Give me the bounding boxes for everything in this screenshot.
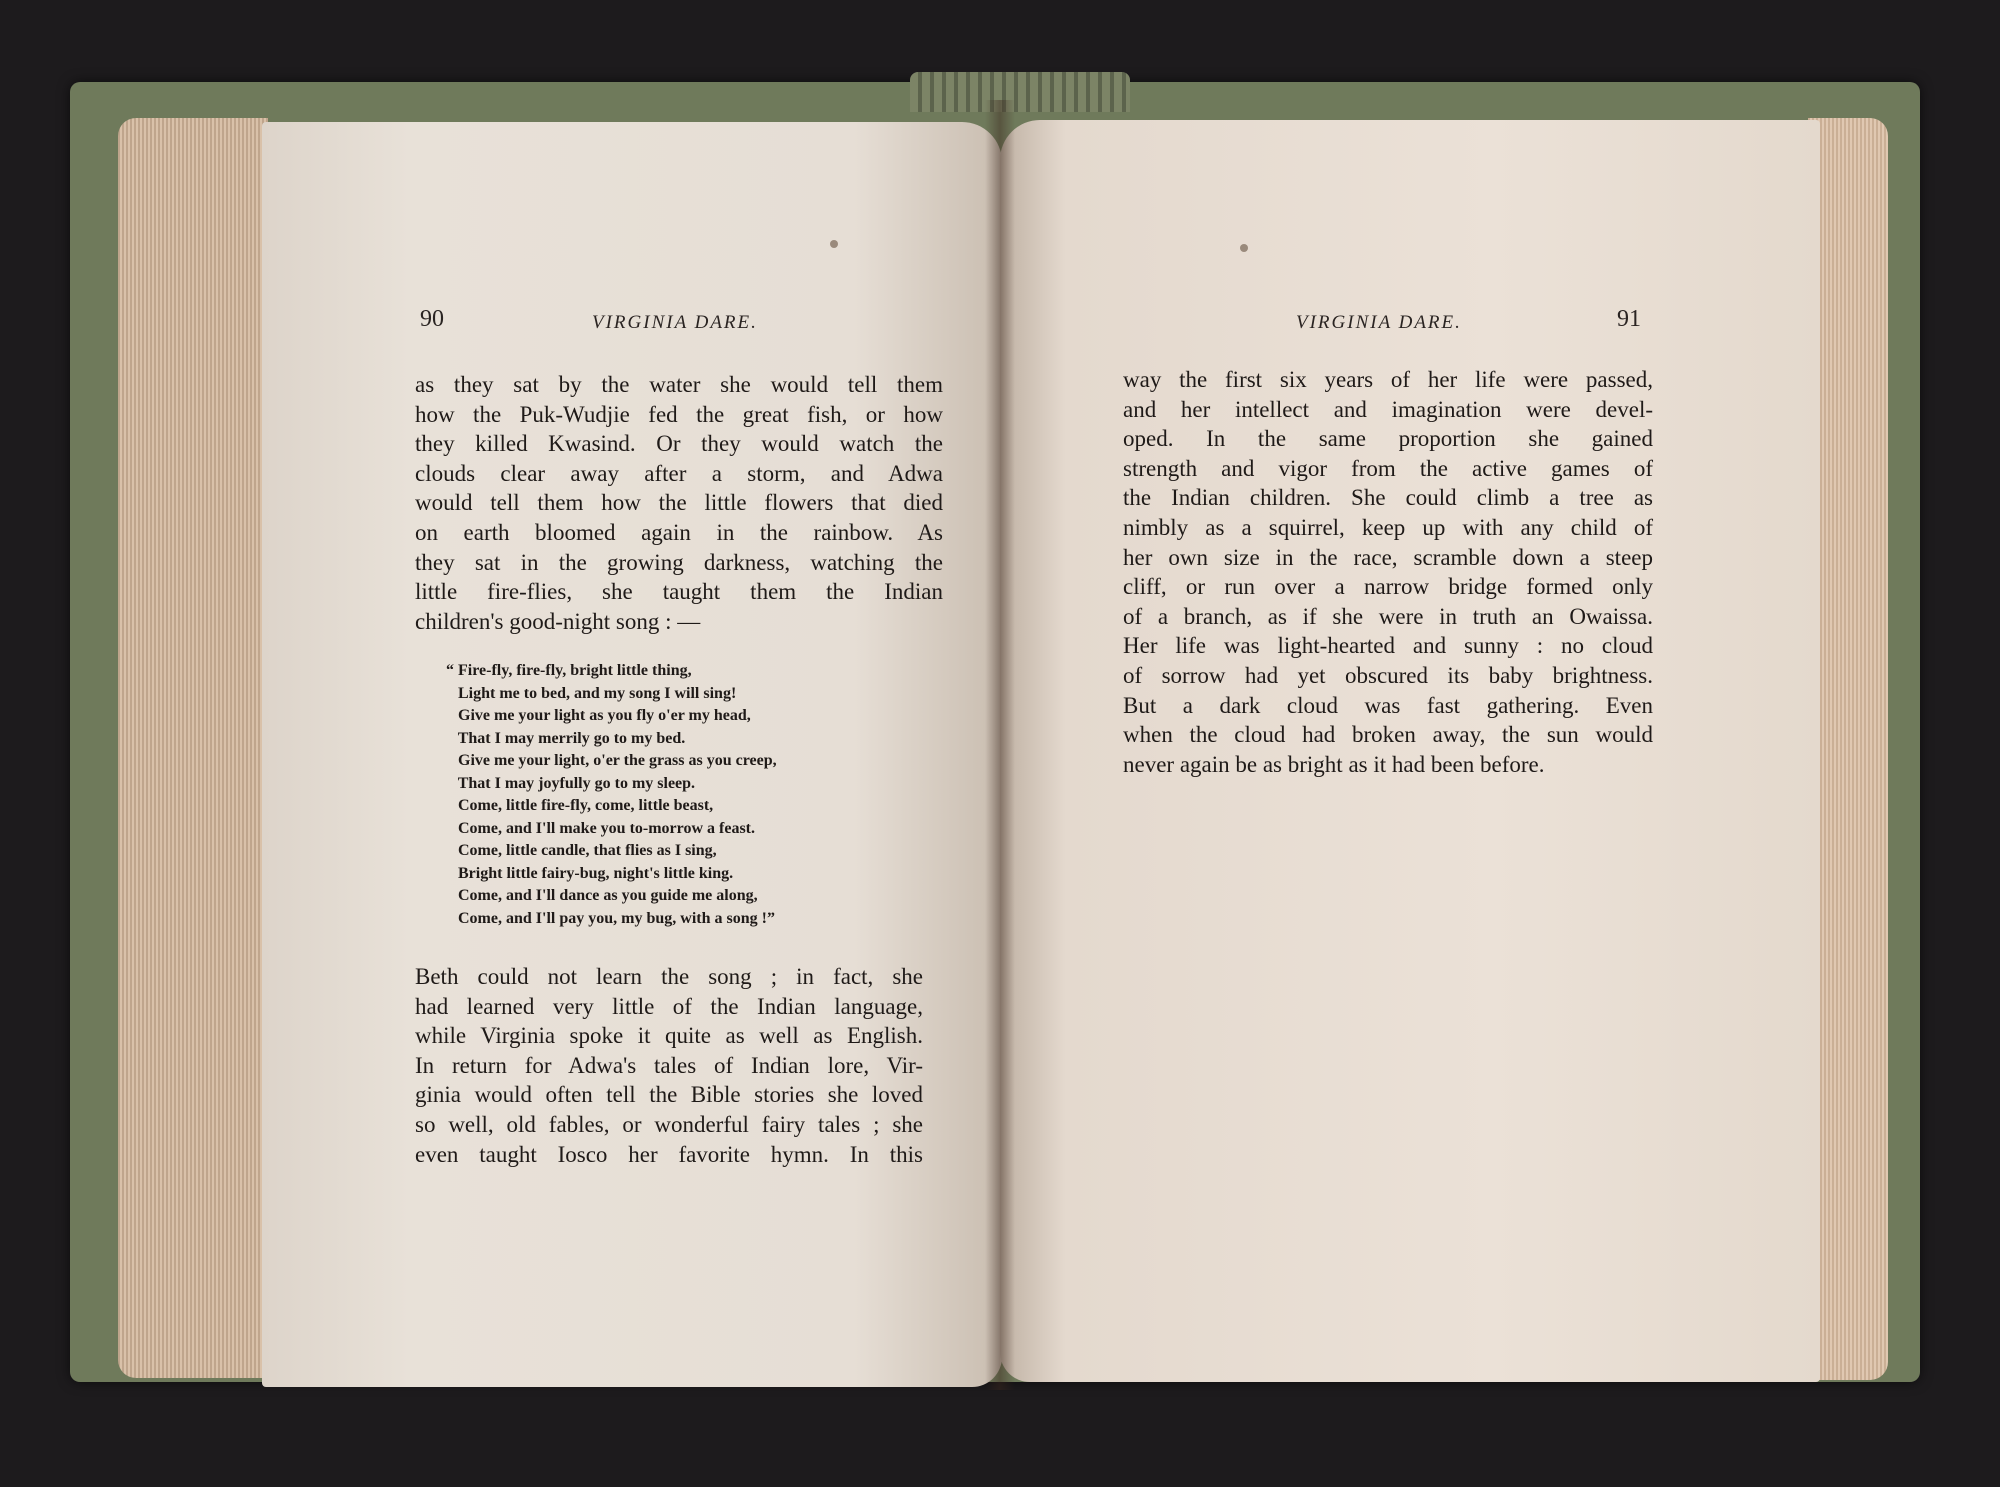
text-line: when the cloud had broken away, the sun would (1123, 722, 1653, 748)
text-line: Come, and I'll make you to-morrow a feast. (446, 819, 756, 837)
paper-spot (1240, 244, 1248, 252)
paper-spot (830, 240, 838, 248)
text-line: Come, little fire-fly, come, little beast, (446, 797, 714, 814)
text-line: so well, old fables, or wonderful fairy tales ; she (415, 1111, 923, 1137)
text-line: That I may merrily go to my bed. (446, 729, 686, 747)
text-line: they sat in the growing darkness, watching the (415, 549, 943, 575)
firefly-poem (446, 660, 906, 930)
text-line: Give me your light as you fly o'er my head, (446, 707, 751, 724)
text-line: But a dark cloud was fast gathering. Even (1123, 692, 1653, 718)
text-line: never again be as bright as it had been before. (1123, 751, 1545, 777)
text-line: clouds clear away after a storm, and Adwa (415, 460, 943, 486)
text-line: even taught Iosco her favorite hymn. In this (415, 1141, 923, 1167)
text-line: Bright little fairy-bug, night's little king. (446, 864, 734, 882)
page-edges-right (1808, 118, 1888, 1380)
text-line: ginia would often tell the Bible stories she loved (415, 1082, 923, 1108)
text-line: as they sat by the water she would tell them (415, 372, 943, 397)
page-number-right: 91 (1617, 306, 1641, 332)
text-line: little fire-flies, she taught them the Indian (415, 579, 943, 605)
book-gutter (985, 100, 1015, 1390)
text-line: In return for Adwa's tales of Indian lore, Vir- (415, 1052, 923, 1078)
text-line: while Virginia spoke it quite as well as English. (415, 1023, 923, 1049)
text-line: “ Fire-fly, fire-fly, bright little thing, (446, 662, 692, 679)
left-paragraph-1 (415, 370, 943, 636)
text-line: Come, and I'll pay you, my bug, with a song !” (446, 909, 775, 927)
text-line: how the Puk-Wudjie fed the great fish, or how (415, 401, 943, 427)
book-spine-headband (910, 72, 1130, 112)
running-head-right: VIRGINIA DARE. (1296, 312, 1462, 333)
left-paragraph-2 (415, 962, 923, 1169)
right-paragraph (1123, 365, 1653, 779)
text-line: on earth bloomed again in the rainbow. As (415, 519, 943, 545)
text-line: That I may joyfully go to my sleep. (446, 774, 696, 792)
text-line: Come, little candle, that flies as I sing, (446, 842, 717, 859)
text-line: of sorrow had yet obscured its baby brightness. (1123, 662, 1653, 688)
text-line: and her intellect and imagination were devel- (1123, 396, 1653, 422)
text-line: nimbly as a squirrel, keep up with any child of (1123, 514, 1653, 540)
page-edges-left (118, 118, 268, 1378)
text-line: the Indian children. She could climb a tree as (1123, 485, 1653, 511)
text-line: cliff, or run over a narrow bridge formed only (1123, 574, 1653, 600)
page-number-left: 90 (420, 306, 444, 332)
text-line: oped. In the same proportion she gained (1123, 426, 1653, 452)
text-line: Beth could not learn the song ; in fact, she (415, 964, 923, 989)
text-line: Her life was light-hearted and sunny : no cloud (1123, 633, 1653, 659)
text-line: Light me to bed, and my song I will sing! (446, 684, 737, 702)
text-line: of a branch, as if she were in truth an Owaissa. (1123, 603, 1653, 629)
text-line: her own size in the race, scramble down a steep (1123, 544, 1653, 570)
running-head-left: VIRGINIA DARE. (592, 312, 758, 333)
text-line: Give me your light, o'er the grass as you creep, (446, 752, 777, 769)
text-line: had learned very little of the Indian language, (415, 993, 923, 1019)
text-line: would tell them how the little flowers that died (415, 490, 943, 516)
text-line: Come, and I'll dance as you guide me along, (446, 887, 758, 904)
text-line: strength and vigor from the active games of (1123, 455, 1653, 481)
text-line: they killed Kwasind. Or they would watch the (415, 431, 943, 457)
text-line: children's good-night song : — (415, 608, 701, 634)
text-line: way the first six years of her life were passed, (1123, 367, 1653, 392)
